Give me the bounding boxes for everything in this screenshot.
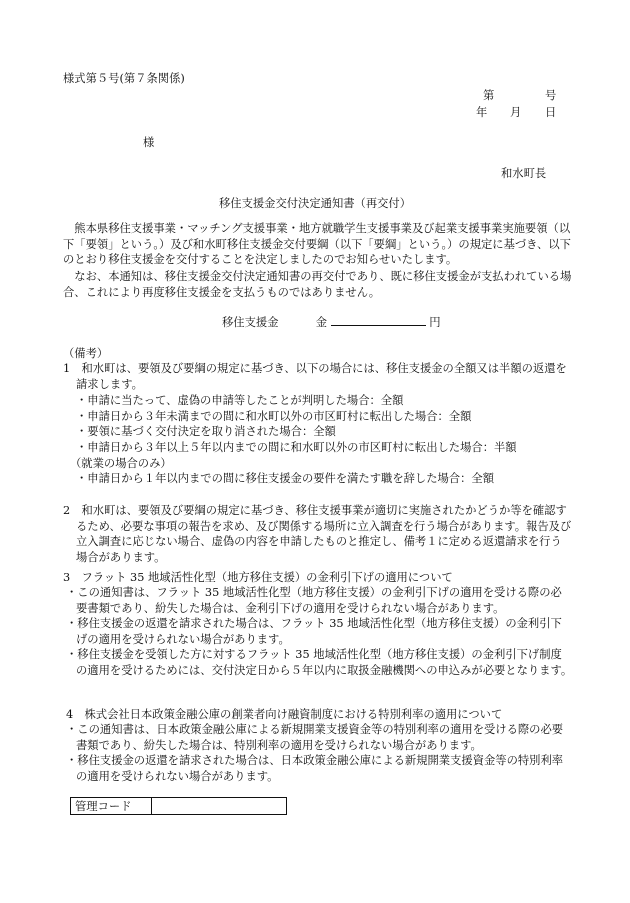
- section-1-item: ・申請日から３年未満までの間に和水町以外の市区町村に転出した場合：全額: [76, 410, 472, 423]
- section-3-item: ・この通知書は、フラット 35 地域活性化型（地方移住支援）の金利引下げの適用を受ける際の必要書類であり、紛失した場合は、金利引下げの適用を受けられない場合があります。: [66, 586, 562, 615]
- section-4-item: ・この通知書は、日本政策金融公庫による新規開業支援資金等の特別利率の適用を受ける際の必要書類であり、紛失した場合は、特別利率の適用を受けられない場合があります。: [66, 723, 564, 752]
- employment-item: ・申請日から１年以内までの間に移住支援金の要件を満たす職を辞した場合：全額: [76, 472, 494, 485]
- section-3-heading: 3 フラット 35 地域活性化型（地方移住支援）の金利引下げの適用について: [63, 571, 453, 584]
- section-4-heading: 4 株式会社日本政策金融公庫の創業者向け融資制度における特別利率の適用について: [66, 708, 503, 721]
- amount-kin: 金: [315, 316, 327, 329]
- form-number: 様式第５号(第７条関係): [63, 72, 185, 85]
- recipient-suffix: 様: [143, 136, 155, 149]
- amount-label: 移住支援金: [222, 316, 279, 329]
- intro-paragraph-2: なお、本通知は、移住支援金交付決定通知書の再交付であり、既に移住支援金が支払われている場合、これにより再度移住支援金を支払うものではありません。: [63, 270, 572, 299]
- section-1-item: ・申請日から３年以上５年以内までの間に和水町以外の市区町村に転出した場合：半額: [76, 441, 517, 454]
- document-title: 移住支援金交付決定通知書（再交付）: [218, 197, 412, 210]
- section-1-text: 1 和水町は、要領及び要綱の規定に基づき、以下の場合には、移住支援金の全額又は半額の返還を請求します。: [63, 362, 567, 391]
- management-code-field[interactable]: [152, 798, 287, 815]
- date-month: 月: [510, 106, 522, 119]
- management-code-label: 管理コード: [71, 798, 152, 815]
- date-year: 年: [476, 106, 488, 119]
- issuer: 和水町長: [501, 167, 547, 180]
- amount-blank: [331, 314, 426, 326]
- amount-unit: 円: [429, 316, 441, 329]
- remarks-heading: （備考）: [63, 347, 109, 360]
- document-number-prefix: 第: [483, 89, 495, 102]
- section-3-item: ・移住支援金の返還を請求された場合は、フラット 35 地域活性化型（地方移住支援）の金利引下げの適用を受けられない場合があります。: [66, 617, 562, 646]
- section-4-item: ・移住支援金の返還を請求された場合は、日本政策金融公庫による新規開業支援資金等の特別利率の適用を受けられない場合があります。: [66, 754, 564, 783]
- employment-heading: （就業の場合のみ）: [70, 457, 172, 470]
- intro-paragraph-1: 熊本県移住支援事業・マッチング支援事業・地方就職学生支援事業及び起業支援事業実施要領（以下「要領」という。）及び和水町移住支援金交付要綱（以下「要綱」という。）の規定に基づき、以下のとおり移住支援金を交付することを決定しましたのでお知らせいたします。: [63, 222, 571, 266]
- amount-line: [222, 314, 441, 330]
- section-1-item: ・要領に基づく交付決定を取り消された場合：全額: [76, 425, 336, 438]
- section-2-text: 2 和水町は、要領及び要綱の規定に基づき、移住支援事業が適切に実施されたかどうか等を確認するため、必要な事項の報告を求め、及び関係する場所に立入調査を行う場合があります。報告及び立入調査に応じない場合、虚偽の内容を申請したものと推定し、備考１に定める返還請求を行う場合があります。: [63, 504, 572, 564]
- date-day: 日: [545, 106, 557, 119]
- management-code-table: [70, 797, 287, 815]
- document-number-suffix: 号: [545, 89, 557, 102]
- section-3-item: ・移住支援金を受領した方に対するフラット 35 地域活性化型（地方移住支援）の金利引下げ制度の適用を受けるためには、交付決定日から５年以内に取扱金融機関への申込みが必要となります。: [66, 648, 573, 677]
- section-1-item: ・申請に当たって、虚偽の申請等したことが判明した場合：全額: [76, 394, 404, 407]
